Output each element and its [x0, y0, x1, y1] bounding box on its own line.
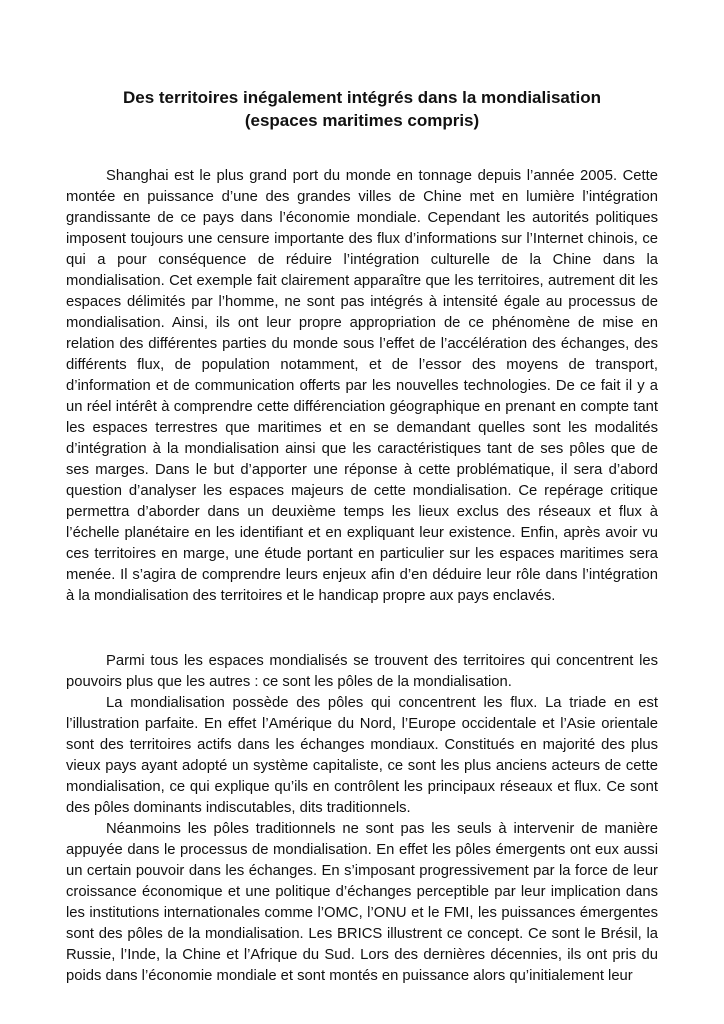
paragraph-poles-emergents-brics: Néanmoins les pôles traditionnels ne sont pas les seuls à intervenir de manière appuyée dans le processus de mondialisation. En effet les pôles émergents ont eux aussi un certain pouvoir dans les échanges. En s’imposant progressivement par la force de leur croissance économique et une politique d’échanges perceptible par leur implication dans les institutions internationales comme l’OMC, l’ONU et le FMI, les puissances émergentes sont des pôles de la mondialisation. Les BRICS illustrent ce concept. Ce sont le Brésil, la Russie, l’Inde, la Chine et l’Afrique du Sud. Lors des dernières décennies, ils ont pris du poids dans l’économie mondiale et sont montés en puissance alors qu’initialement leur	[66, 821, 658, 984]
paragraph-triade-poles-traditionnels: La mondialisation possède des pôles qui concentrent les flux. La triade en est l’illustration parfaite. En effet l’Amérique du Nord, l’Europe occidentale et l’Asie orientale sont des territoires actifs dans les échanges mondiaux. Constitués en majorité des plus vieux pays ayant adopté un système capitaliste, ce sont les plus anciens acteurs de cette mondialisation, ce qui explique qu’ils en contrôlent les principaux réseaux et flux. Ce sont des pôles dominants indiscutables, dits traditionnels.	[66, 695, 658, 816]
document-body	[66, 166, 658, 987]
section-gap	[66, 607, 658, 651]
paragraph-introduction: Shanghai est le plus grand port du monde en tonnage depuis l’année 2005. Cette montée en puissance d’une des grandes villes de Chine met en lumière l’intégration grandissante de ce pays dans l’économie mondiale. Cependant les autorités politiques imposent toujours une censure importante des flux d’informations sur l’Internet chinois, ce qui a pour conséquence de réduire l’intégration culturelle de la Chine dans la mondialisation. Cet exemple fait clairement apparaître que les territoires, autrement dit les espaces délimités par l’homme, ne sont pas intégrés à intensité égale au processus de mondialisation. Ainsi, ils ont leur propre appropriation de ce phénomène de mise en relation des différentes parties du monde sous l’effet de l’accélération des échanges, des différents flux, de population notamment, et de l’essor des moyens de transport, d’information et de communication offerts par les nouvelles technologies. De ce fait il y a un réel intérêt à comprendre cette différenciation géographique en prenant en compte tant les espaces terrestres que maritimes et en se demandant quelles sont les modalités d’intégration à la mondialisation ainsi que les caractéristiques tant de ses pôles que de ses marges. Dans le but d’apporter une réponse à cette problématique, il sera d’abord question d’analyser les espaces majeurs de cette mondialisation. Ce repérage critique permettra d’aborder dans un deuxième temps les lieux exclus des réseaux et flux à l’échelle planétaire en les identifiant et en expliquant leur existence. Enfin, après avoir vu ces territoires en marge, une étude portant en particulier sur les espaces maritimes sera menée. Il s’agira de comprendre leurs enjeux afin d’en déduire leur rôle dans l’intégration à la mondialisation des territoires et le handicap propre aux pays enclavés.	[66, 168, 658, 604]
document-title	[66, 86, 658, 132]
paragraph-poles-definition: Parmi tous les espaces mondialisés se trouvent des territoires qui concentrent les pouvoirs plus que les autres : ce sont les pôles de la mondialisation.	[66, 653, 658, 690]
document-title-line-1: Des territoires inégalement intégrés dans la mondialisation	[122, 88, 602, 107]
document-title-line-2: (espaces maritimes compris)	[244, 111, 480, 130]
